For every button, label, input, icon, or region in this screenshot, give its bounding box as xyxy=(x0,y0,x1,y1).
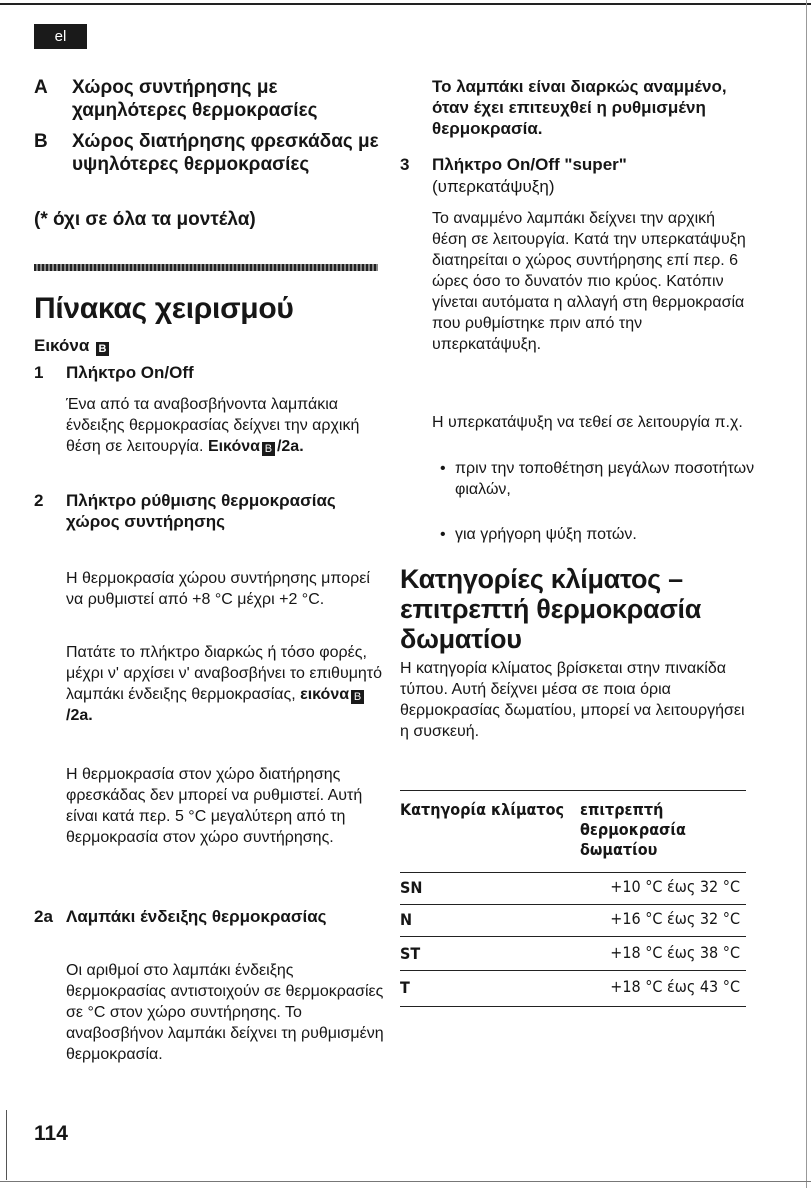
table-rule xyxy=(400,1006,746,1007)
list-item-text: Χώρος διατήρησης φρεσκάδας με υψηλότερες θερμοκρασίες xyxy=(72,131,379,175)
table-row-range: +16 °C έως 32 °C xyxy=(610,909,740,928)
table-row-range: +10 °C έως 32 °C xyxy=(610,877,740,896)
step-text xyxy=(66,394,386,457)
language-badge: el xyxy=(34,24,87,49)
page-number: 114 xyxy=(34,1122,68,1145)
step-number: 3 xyxy=(400,155,410,174)
step-text: Το αναμμένο λαμπάκι δείχνει την αρχική θέση σε λειτουργία. Κατά την υπερκατάψυξη διατηρείται ο χώρος συντήρησης επί περ. 6 ώρες όσο το δυνατόν πιο κρύος. Κατόπιν γίνεται αυτόματα η αλλαγή στη θερμοκρασία που ρυθμίστηκε πριν από την υπερκατάψυξη. xyxy=(432,210,746,353)
figure-ref-suffix: /2a. xyxy=(66,707,93,724)
table-row-category: SN xyxy=(400,878,423,897)
figure-box-icon: B xyxy=(262,442,275,456)
list-item-key: A xyxy=(34,77,48,98)
section-heading-control-panel: Πίνακας χειρισμού xyxy=(34,292,294,325)
climate-paragraph: Η κατηγορία κλίματος βρίσκεται στην πινακίδα τύπου. Αυτή δείχνει μέσα σε ποια όρια θερμοκρασίας δωματίου, μπορεί να λειτουργήσει η συσκευή. xyxy=(400,660,745,740)
figure-ref-label: Εικόνα xyxy=(207,438,260,455)
bullet-dot-icon: • xyxy=(440,460,446,477)
section-separator-bar xyxy=(34,264,378,271)
step-text: Η θερμοκρασία στον χώρο διατήρησης φρεσκάδας δεν μπορεί να ρυθμιστεί. Αυτή είναι κατά περ. 5 °C μεγαλύτερη από τη θερμοκρασία στον χώρο συντήρησης. xyxy=(66,766,363,846)
table-row-category: ST xyxy=(400,944,421,963)
figure-label: Εικόνα xyxy=(34,336,90,355)
step-title: Λαμπάκι ένδειξης θερμοκρασίας xyxy=(66,907,327,926)
step-text xyxy=(66,642,386,726)
figure-ref-suffix: /2a. xyxy=(276,438,304,455)
models-note: (* όχι σε όλα τα μοντέλα) xyxy=(34,209,256,230)
table-rule xyxy=(400,872,746,873)
right-edge-rule xyxy=(806,0,807,1188)
step-text-body: Πατάτε το πλήκτρο διαρκώς ή τόσο φορές, μέχρι ν' αρχίσει ν' αναβοσβήνει το επιθυμητό λαμπάκι ένδειξης θερμοκρασίας, xyxy=(66,644,383,703)
bullet-text: πριν την τοποθέτηση μεγάλων ποσοτήτων φιαλών, xyxy=(455,460,755,498)
step-title: Πλήκτρο On/Off "super" xyxy=(432,155,627,174)
step-title: Πλήκτρο On/Off xyxy=(66,363,194,382)
step-number: 2 xyxy=(34,491,44,510)
left-margin-mark xyxy=(6,1110,7,1180)
step-text: Οι αριθμοί στο λαμπάκι ένδειξης θερμοκρασίας αντιστοιχούν σε θερμοκρασίες σε °C στον χώρο συντήρησης. Το αναβοσβήνον λαμπάκι δείχνει τη ρυθμισμένη θερμοκρασία. xyxy=(66,962,384,1063)
lead-text: Το λαμπάκι είναι διαρκώς αναμμένο, όταν έχει επιτευχθεί η ρυθμισμένη θερμοκρασία. xyxy=(432,77,727,138)
figure-box-icon: B xyxy=(351,690,364,704)
step-number: 1 xyxy=(34,363,44,382)
table-rule xyxy=(400,936,746,937)
section-heading-climate-classes: Κατηγορίες κλίματος – επιτρεπτή θερμοκρασία δωματίου xyxy=(400,564,702,654)
figure-box-icon: B xyxy=(96,342,109,356)
step-number: 2a xyxy=(34,907,53,926)
step-title: Πλήκτρο ρύθμισης θερμοκρασίας χώρος συντήρησης xyxy=(66,491,336,531)
list-item-key: B xyxy=(34,131,48,152)
bullet-dot-icon: • xyxy=(440,526,446,543)
top-rule xyxy=(0,3,811,5)
table-rule xyxy=(400,790,746,791)
table-row-range: +18 °C έως 38 °C xyxy=(610,943,740,962)
table-header-room-temp: επιτρεπτή θερμοκρασία δωματίου xyxy=(580,800,686,859)
step-text: Η θερμοκρασία χώρου συντήρησης μπορεί να ρυθμιστεί από +8 °C μέχρι +2 °C. xyxy=(66,570,370,608)
step-subtitle: (υπερκατάψυξη) xyxy=(432,177,555,196)
table-row-category: T xyxy=(400,978,410,997)
table-header-category: Κατηγορία κλίματος xyxy=(400,800,565,819)
step-text-body: Ένα από τα αναβοσβήνοντα λαμπάκια ένδειξης θερμοκρασίας δείχνει την αρχική θέση σε λειτουργία. xyxy=(66,396,360,455)
figure-reference xyxy=(34,335,111,356)
bullet-text: για γρήγορη ψύξη ποτών. xyxy=(455,526,637,543)
step-text: Η υπερκατάψυξη να τεθεί σε λειτουργία π.χ. xyxy=(432,414,743,431)
bottom-rule xyxy=(0,1181,811,1182)
table-rule xyxy=(400,904,746,905)
table-rule xyxy=(400,970,746,971)
table-row-category: N xyxy=(400,910,413,929)
list-item-text: Χώρος συντήρησης με χαμηλότερες θερμοκρασίες xyxy=(72,77,318,121)
table-row-range: +18 °C έως 43 °C xyxy=(610,977,740,996)
figure-ref-label: εικόνα xyxy=(300,686,350,703)
